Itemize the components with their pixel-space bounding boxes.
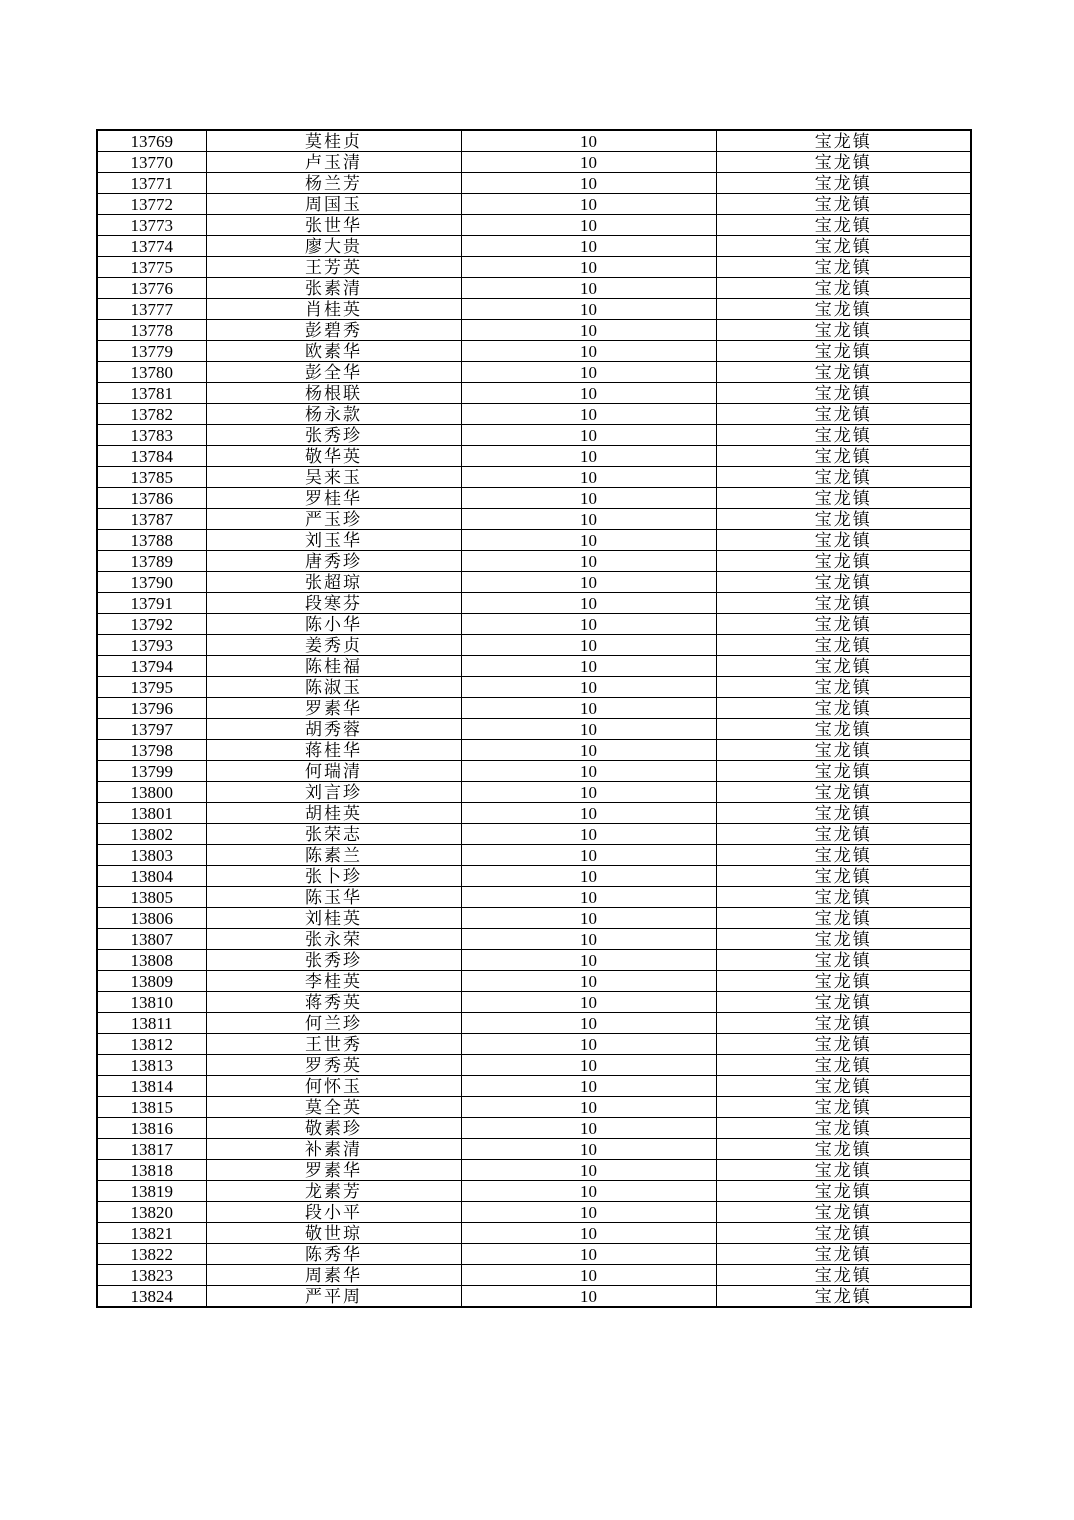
- row-town-cell: 宝龙镇: [716, 572, 971, 593]
- row-id-cell: 13818: [97, 1160, 206, 1181]
- row-id-cell: 13785: [97, 467, 206, 488]
- row-amount-cell: 10: [461, 698, 716, 719]
- row-amount-cell: 10: [461, 320, 716, 341]
- row-town-cell: 宝龙镇: [716, 509, 971, 530]
- table-row: [97, 173, 971, 194]
- row-amount-cell: 10: [461, 1097, 716, 1118]
- row-amount-cell: 10: [461, 572, 716, 593]
- row-id-cell: 13814: [97, 1076, 206, 1097]
- row-name-cell: 陈小华: [206, 614, 461, 635]
- row-name-cell: 姜秀贞: [206, 635, 461, 656]
- row-id-cell: 13798: [97, 740, 206, 761]
- row-id-cell: 13790: [97, 572, 206, 593]
- table-row: [97, 383, 971, 404]
- row-town-cell: 宝龙镇: [716, 320, 971, 341]
- row-amount-cell: 10: [461, 908, 716, 929]
- row-amount-cell: 10: [461, 1265, 716, 1286]
- table-row: [97, 971, 971, 992]
- row-town-cell: 宝龙镇: [716, 488, 971, 509]
- row-name-cell: 段寒芬: [206, 593, 461, 614]
- row-id-cell: 13794: [97, 656, 206, 677]
- row-name-cell: 蒋桂华: [206, 740, 461, 761]
- row-name-cell: 莫桂贞: [206, 130, 461, 152]
- row-id-cell: 13775: [97, 257, 206, 278]
- row-name-cell: 唐秀珍: [206, 551, 461, 572]
- row-amount-cell: 10: [461, 1202, 716, 1223]
- row-id-cell: 13823: [97, 1265, 206, 1286]
- row-id-cell: 13801: [97, 803, 206, 824]
- table-row: [97, 719, 971, 740]
- table-row: [97, 1265, 971, 1286]
- table-row: [97, 488, 971, 509]
- row-id-cell: 13789: [97, 551, 206, 572]
- row-id-cell: 13804: [97, 866, 206, 887]
- row-amount-cell: 10: [461, 971, 716, 992]
- row-amount-cell: 10: [461, 866, 716, 887]
- table-row: [97, 908, 971, 929]
- table-row: [97, 446, 971, 467]
- row-name-cell: 严平周: [206, 1286, 461, 1308]
- table-row: [97, 530, 971, 551]
- row-name-cell: 陈素兰: [206, 845, 461, 866]
- row-name-cell: 陈桂福: [206, 656, 461, 677]
- row-amount-cell: 10: [461, 992, 716, 1013]
- table-row: [97, 887, 971, 908]
- row-town-cell: 宝龙镇: [716, 740, 971, 761]
- row-town-cell: 宝龙镇: [716, 614, 971, 635]
- row-town-cell: 宝龙镇: [716, 236, 971, 257]
- row-town-cell: 宝龙镇: [716, 887, 971, 908]
- row-id-cell: 13819: [97, 1181, 206, 1202]
- row-name-cell: 张秀珍: [206, 950, 461, 971]
- spreadsheet-page: [96, 129, 972, 1308]
- row-name-cell: 王芳英: [206, 257, 461, 278]
- table-row: [97, 1139, 971, 1160]
- table-row: [97, 635, 971, 656]
- row-amount-cell: 10: [461, 446, 716, 467]
- row-town-cell: 宝龙镇: [716, 173, 971, 194]
- row-amount-cell: 10: [461, 1118, 716, 1139]
- row-amount-cell: 10: [461, 467, 716, 488]
- row-name-cell: 陈淑玉: [206, 677, 461, 698]
- row-id-cell: 13783: [97, 425, 206, 446]
- row-town-cell: 宝龙镇: [716, 719, 971, 740]
- row-town-cell: 宝龙镇: [716, 677, 971, 698]
- table-row: [97, 782, 971, 803]
- table-row: [97, 1223, 971, 1244]
- row-id-cell: 13805: [97, 887, 206, 908]
- row-id-cell: 13781: [97, 383, 206, 404]
- row-id-cell: 13797: [97, 719, 206, 740]
- row-name-cell: 刘玉华: [206, 530, 461, 551]
- row-amount-cell: 10: [461, 824, 716, 845]
- row-id-cell: 13784: [97, 446, 206, 467]
- row-name-cell: 何兰珍: [206, 1013, 461, 1034]
- row-amount-cell: 10: [461, 593, 716, 614]
- table-row: [97, 1034, 971, 1055]
- table-row: [97, 130, 971, 152]
- row-id-cell: 13824: [97, 1286, 206, 1308]
- row-id-cell: 13795: [97, 677, 206, 698]
- row-name-cell: 龙素芳: [206, 1181, 461, 1202]
- row-town-cell: 宝龙镇: [716, 950, 971, 971]
- table-row: [97, 845, 971, 866]
- row-name-cell: 罗素华: [206, 698, 461, 719]
- row-id-cell: 13776: [97, 278, 206, 299]
- row-town-cell: 宝龙镇: [716, 866, 971, 887]
- row-id-cell: 13773: [97, 215, 206, 236]
- row-town-cell: 宝龙镇: [716, 215, 971, 236]
- table-row: [97, 236, 971, 257]
- row-town-cell: 宝龙镇: [716, 782, 971, 803]
- table-row: [97, 1055, 971, 1076]
- row-town-cell: 宝龙镇: [716, 194, 971, 215]
- row-amount-cell: 10: [461, 1181, 716, 1202]
- table-row: [97, 761, 971, 782]
- table-row: [97, 509, 971, 530]
- row-town-cell: 宝龙镇: [716, 257, 971, 278]
- row-name-cell: 卢玉清: [206, 152, 461, 173]
- table-row: [97, 824, 971, 845]
- row-name-cell: 蒋秀英: [206, 992, 461, 1013]
- row-amount-cell: 10: [461, 1244, 716, 1265]
- row-town-cell: 宝龙镇: [716, 845, 971, 866]
- row-id-cell: 13811: [97, 1013, 206, 1034]
- row-amount-cell: 10: [461, 530, 716, 551]
- row-amount-cell: 10: [461, 782, 716, 803]
- row-id-cell: 13780: [97, 362, 206, 383]
- row-amount-cell: 10: [461, 299, 716, 320]
- row-name-cell: 周素华: [206, 1265, 461, 1286]
- row-town-cell: 宝龙镇: [716, 404, 971, 425]
- row-name-cell: 陈玉华: [206, 887, 461, 908]
- row-id-cell: 13807: [97, 929, 206, 950]
- row-town-cell: 宝龙镇: [716, 698, 971, 719]
- row-town-cell: 宝龙镇: [716, 1139, 971, 1160]
- table-row: [97, 152, 971, 173]
- row-name-cell: 张素清: [206, 278, 461, 299]
- row-name-cell: 何怀玉: [206, 1076, 461, 1097]
- table-row: [97, 698, 971, 719]
- row-amount-cell: 10: [461, 1013, 716, 1034]
- row-name-cell: 欧素华: [206, 341, 461, 362]
- row-town-cell: 宝龙镇: [716, 1076, 971, 1097]
- row-id-cell: 13821: [97, 1223, 206, 1244]
- row-amount-cell: 10: [461, 1034, 716, 1055]
- row-amount-cell: 10: [461, 929, 716, 950]
- row-id-cell: 13803: [97, 845, 206, 866]
- row-name-cell: 杨兰芳: [206, 173, 461, 194]
- table-row: [97, 677, 971, 698]
- row-name-cell: 肖桂英: [206, 299, 461, 320]
- table-row: [97, 215, 971, 236]
- row-id-cell: 13813: [97, 1055, 206, 1076]
- row-town-cell: 宝龙镇: [716, 299, 971, 320]
- row-amount-cell: 10: [461, 614, 716, 635]
- table-row: [97, 299, 971, 320]
- row-id-cell: 13809: [97, 971, 206, 992]
- table-row: [97, 320, 971, 341]
- row-id-cell: 13799: [97, 761, 206, 782]
- row-town-cell: 宝龙镇: [716, 761, 971, 782]
- row-town-cell: 宝龙镇: [716, 635, 971, 656]
- row-amount-cell: 10: [461, 845, 716, 866]
- row-amount-cell: 10: [461, 740, 716, 761]
- row-amount-cell: 10: [461, 1076, 716, 1097]
- row-amount-cell: 10: [461, 719, 716, 740]
- row-amount-cell: 10: [461, 215, 716, 236]
- row-id-cell: 13800: [97, 782, 206, 803]
- table-row: [97, 1181, 971, 1202]
- table-row: [97, 1097, 971, 1118]
- row-town-cell: 宝龙镇: [716, 1286, 971, 1308]
- row-id-cell: 13812: [97, 1034, 206, 1055]
- table-row: [97, 593, 971, 614]
- row-name-cell: 敬素珍: [206, 1118, 461, 1139]
- row-amount-cell: 10: [461, 1139, 716, 1160]
- row-amount-cell: 10: [461, 383, 716, 404]
- table-row: [97, 929, 971, 950]
- row-amount-cell: 10: [461, 677, 716, 698]
- row-town-cell: 宝龙镇: [716, 1223, 971, 1244]
- table-row: [97, 1286, 971, 1308]
- row-id-cell: 13778: [97, 320, 206, 341]
- row-name-cell: 刘言珍: [206, 782, 461, 803]
- data-table: [96, 129, 972, 1308]
- row-name-cell: 李桂英: [206, 971, 461, 992]
- row-name-cell: 刘桂英: [206, 908, 461, 929]
- row-name-cell: 杨永款: [206, 404, 461, 425]
- row-id-cell: 13791: [97, 593, 206, 614]
- table-row: [97, 803, 971, 824]
- table-row: [97, 1013, 971, 1034]
- row-town-cell: 宝龙镇: [716, 824, 971, 845]
- table-row: [97, 257, 971, 278]
- row-amount-cell: 10: [461, 194, 716, 215]
- row-town-cell: 宝龙镇: [716, 992, 971, 1013]
- row-town-cell: 宝龙镇: [716, 971, 971, 992]
- table-row: [97, 656, 971, 677]
- table-row: [97, 740, 971, 761]
- row-id-cell: 13782: [97, 404, 206, 425]
- row-town-cell: 宝龙镇: [716, 1181, 971, 1202]
- row-town-cell: 宝龙镇: [716, 1265, 971, 1286]
- row-amount-cell: 10: [461, 551, 716, 572]
- row-name-cell: 张永荣: [206, 929, 461, 950]
- row-amount-cell: 10: [461, 635, 716, 656]
- row-name-cell: 段小平: [206, 1202, 461, 1223]
- row-town-cell: 宝龙镇: [716, 1244, 971, 1265]
- row-town-cell: 宝龙镇: [716, 152, 971, 173]
- row-id-cell: 13788: [97, 530, 206, 551]
- row-name-cell: 陈秀华: [206, 1244, 461, 1265]
- table-row: [97, 425, 971, 446]
- row-name-cell: 彭全华: [206, 362, 461, 383]
- row-name-cell: 敬华英: [206, 446, 461, 467]
- row-amount-cell: 10: [461, 257, 716, 278]
- table-row: [97, 341, 971, 362]
- table-row: [97, 194, 971, 215]
- row-id-cell: 13810: [97, 992, 206, 1013]
- row-id-cell: 13820: [97, 1202, 206, 1223]
- table-body: [97, 130, 971, 1307]
- row-town-cell: 宝龙镇: [716, 1055, 971, 1076]
- row-town-cell: 宝龙镇: [716, 908, 971, 929]
- row-town-cell: 宝龙镇: [716, 341, 971, 362]
- row-amount-cell: 10: [461, 509, 716, 530]
- row-id-cell: 13816: [97, 1118, 206, 1139]
- row-amount-cell: 10: [461, 656, 716, 677]
- row-amount-cell: 10: [461, 488, 716, 509]
- row-id-cell: 13793: [97, 635, 206, 656]
- table-row: [97, 614, 971, 635]
- row-town-cell: 宝龙镇: [716, 551, 971, 572]
- row-id-cell: 13822: [97, 1244, 206, 1265]
- row-town-cell: 宝龙镇: [716, 446, 971, 467]
- row-town-cell: 宝龙镇: [716, 1013, 971, 1034]
- row-town-cell: 宝龙镇: [716, 1160, 971, 1181]
- row-id-cell: 13771: [97, 173, 206, 194]
- row-name-cell: 张卜珍: [206, 866, 461, 887]
- row-town-cell: 宝龙镇: [716, 425, 971, 446]
- table-row: [97, 866, 971, 887]
- table-row: [97, 572, 971, 593]
- table-row: [97, 362, 971, 383]
- row-town-cell: 宝龙镇: [716, 593, 971, 614]
- row-amount-cell: 10: [461, 173, 716, 194]
- row-amount-cell: 10: [461, 1223, 716, 1244]
- row-amount-cell: 10: [461, 1160, 716, 1181]
- row-amount-cell: 10: [461, 152, 716, 173]
- row-name-cell: 周国玉: [206, 194, 461, 215]
- table-row: [97, 1118, 971, 1139]
- row-amount-cell: 10: [461, 803, 716, 824]
- row-amount-cell: 10: [461, 887, 716, 908]
- row-name-cell: 严玉珍: [206, 509, 461, 530]
- row-id-cell: 13802: [97, 824, 206, 845]
- row-town-cell: 宝龙镇: [716, 467, 971, 488]
- row-name-cell: 敬世琼: [206, 1223, 461, 1244]
- table-row: [97, 992, 971, 1013]
- row-amount-cell: 10: [461, 404, 716, 425]
- table-row: [97, 1076, 971, 1097]
- row-name-cell: 罗秀英: [206, 1055, 461, 1076]
- row-town-cell: 宝龙镇: [716, 1118, 971, 1139]
- row-id-cell: 13777: [97, 299, 206, 320]
- row-id-cell: 13792: [97, 614, 206, 635]
- row-name-cell: 罗素华: [206, 1160, 461, 1181]
- row-town-cell: 宝龙镇: [716, 803, 971, 824]
- row-name-cell: 莫全英: [206, 1097, 461, 1118]
- row-id-cell: 13779: [97, 341, 206, 362]
- row-name-cell: 胡桂英: [206, 803, 461, 824]
- row-name-cell: 何瑞清: [206, 761, 461, 782]
- row-town-cell: 宝龙镇: [716, 929, 971, 950]
- row-name-cell: 杨根联: [206, 383, 461, 404]
- table-row: [97, 950, 971, 971]
- row-id-cell: 13786: [97, 488, 206, 509]
- row-id-cell: 13769: [97, 130, 206, 152]
- row-town-cell: 宝龙镇: [716, 130, 971, 152]
- table-row: [97, 1244, 971, 1265]
- row-name-cell: 廖大贵: [206, 236, 461, 257]
- row-name-cell: 胡秀蓉: [206, 719, 461, 740]
- row-name-cell: 张世华: [206, 215, 461, 236]
- row-name-cell: 吴来玉: [206, 467, 461, 488]
- row-id-cell: 13796: [97, 698, 206, 719]
- row-amount-cell: 10: [461, 1055, 716, 1076]
- row-amount-cell: 10: [461, 362, 716, 383]
- row-name-cell: 张超琼: [206, 572, 461, 593]
- row-town-cell: 宝龙镇: [716, 656, 971, 677]
- row-id-cell: 13774: [97, 236, 206, 257]
- row-amount-cell: 10: [461, 236, 716, 257]
- row-id-cell: 13808: [97, 950, 206, 971]
- row-town-cell: 宝龙镇: [716, 278, 971, 299]
- row-town-cell: 宝龙镇: [716, 1034, 971, 1055]
- row-town-cell: 宝龙镇: [716, 1097, 971, 1118]
- row-id-cell: 13772: [97, 194, 206, 215]
- row-name-cell: 罗桂华: [206, 488, 461, 509]
- table-row: [97, 551, 971, 572]
- row-town-cell: 宝龙镇: [716, 383, 971, 404]
- table-row: [97, 278, 971, 299]
- row-name-cell: 补素清: [206, 1139, 461, 1160]
- table-row: [97, 404, 971, 425]
- row-amount-cell: 10: [461, 278, 716, 299]
- row-id-cell: 13770: [97, 152, 206, 173]
- row-id-cell: 13787: [97, 509, 206, 530]
- row-amount-cell: 10: [461, 1286, 716, 1308]
- row-amount-cell: 10: [461, 950, 716, 971]
- row-town-cell: 宝龙镇: [716, 1202, 971, 1223]
- row-amount-cell: 10: [461, 341, 716, 362]
- row-name-cell: 王世秀: [206, 1034, 461, 1055]
- table-row: [97, 467, 971, 488]
- row-amount-cell: 10: [461, 761, 716, 782]
- table-row: [97, 1160, 971, 1181]
- row-amount-cell: 10: [461, 425, 716, 446]
- row-name-cell: 彭碧秀: [206, 320, 461, 341]
- row-id-cell: 13817: [97, 1139, 206, 1160]
- row-town-cell: 宝龙镇: [716, 530, 971, 551]
- row-name-cell: 张秀珍: [206, 425, 461, 446]
- table-row: [97, 1202, 971, 1223]
- row-id-cell: 13806: [97, 908, 206, 929]
- row-amount-cell: 10: [461, 130, 716, 152]
- row-id-cell: 13815: [97, 1097, 206, 1118]
- row-name-cell: 张荣志: [206, 824, 461, 845]
- row-town-cell: 宝龙镇: [716, 362, 971, 383]
